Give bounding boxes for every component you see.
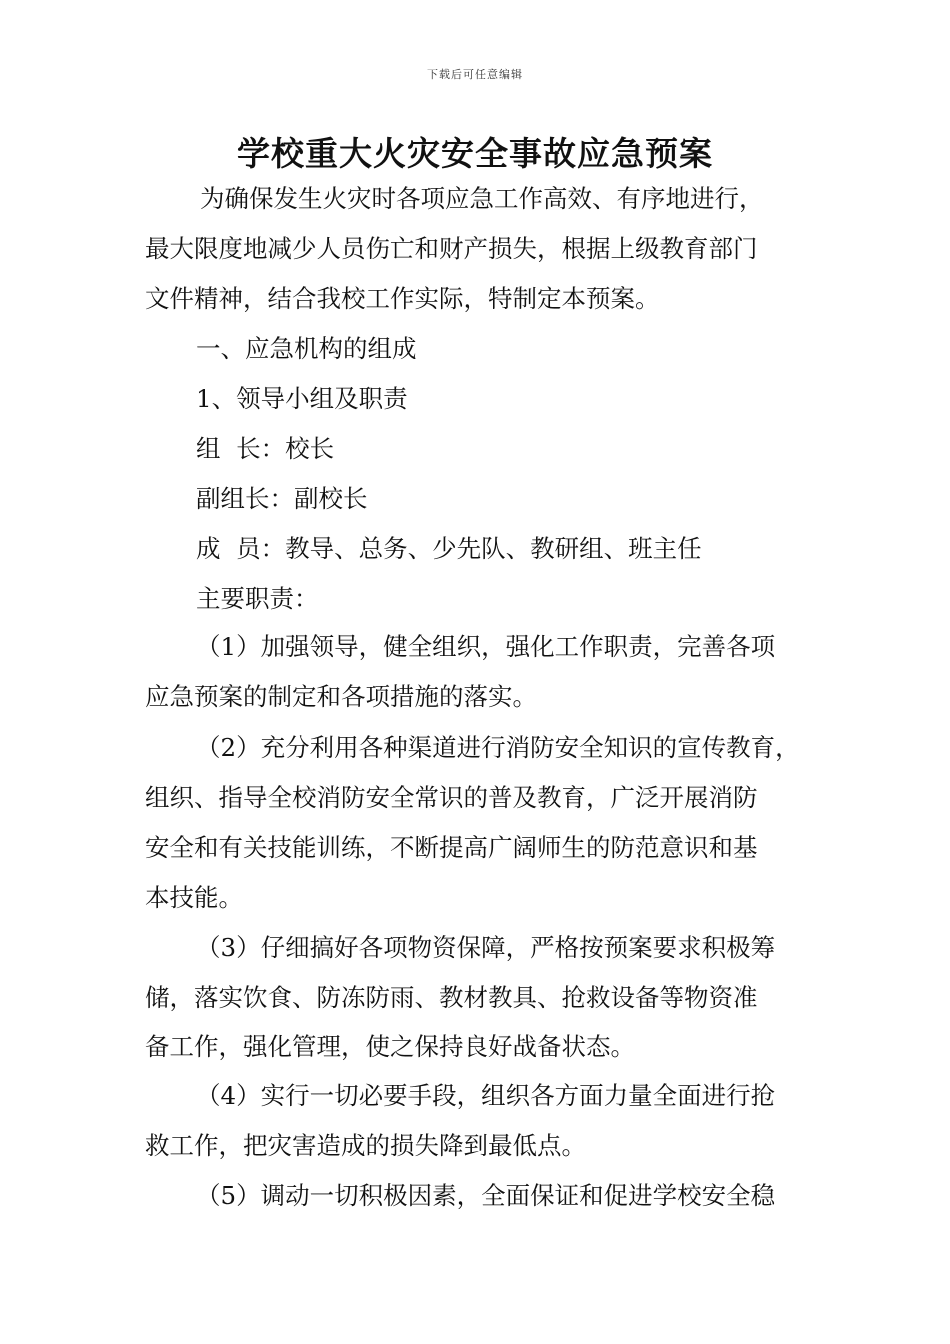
paragraph-line: 本技能。	[145, 883, 243, 912]
section-heading: 一、应急机构的组成	[196, 334, 417, 363]
paragraph-line: 组织、指导全校消防安全常识的普及教育，广泛开展消防	[145, 783, 758, 812]
document-title: 学校重大火灾安全事故应急预案	[237, 134, 713, 173]
paragraph-line: （1）加强领导，健全组织，强化工作职责，完善各项	[196, 632, 776, 661]
paragraph-line: （2）充分利用各种渠道进行消防安全知识的宣传教育，	[196, 733, 800, 762]
paragraph-line: （4）实行一切必要手段，组织各方面力量全面进行抢	[196, 1081, 776, 1110]
paragraph-line: 安全和有关技能训练，不断提高广阔师生的防范意识和基	[145, 833, 758, 862]
role-line: 副组长：副校长	[196, 484, 368, 513]
paragraph-line: 为确保发生火灾时各项应急工作高效、有序地进行，	[200, 184, 764, 213]
subsection-heading: 1、领导小组及职责	[196, 384, 408, 413]
paragraph-line: 文件精神，结合我校工作实际，特制定本预案。	[145, 284, 660, 313]
paragraph-line: 应急预案的制定和各项措施的落实。	[145, 682, 537, 711]
header-note: 下载后可任意编辑	[427, 68, 523, 81]
role-line: 成 员：教导、总务、少先队、教研组、班主任	[196, 534, 702, 563]
paragraph-line: 最大限度地减少人员伤亡和财产损失，根据上级教育部门	[145, 234, 758, 263]
paragraph-line: （5）调动一切积极因素，全面保证和促进学校安全稳	[196, 1181, 776, 1210]
paragraph-line: 备工作，强化管理，使之保持良好战备状态。	[145, 1032, 635, 1061]
paragraph-line: 储，落实饮食、防冻防雨、教材教具、抢救设备等物资准	[145, 983, 758, 1012]
duties-label: 主要职责：	[196, 584, 319, 613]
paragraph-line: 救工作，把灾害造成的损失降到最低点。	[145, 1131, 586, 1160]
role-line: 组 长：校长	[196, 434, 335, 463]
paragraph-line: （3）仔细搞好各项物资保障，严格按预案要求积极筹	[196, 933, 776, 962]
